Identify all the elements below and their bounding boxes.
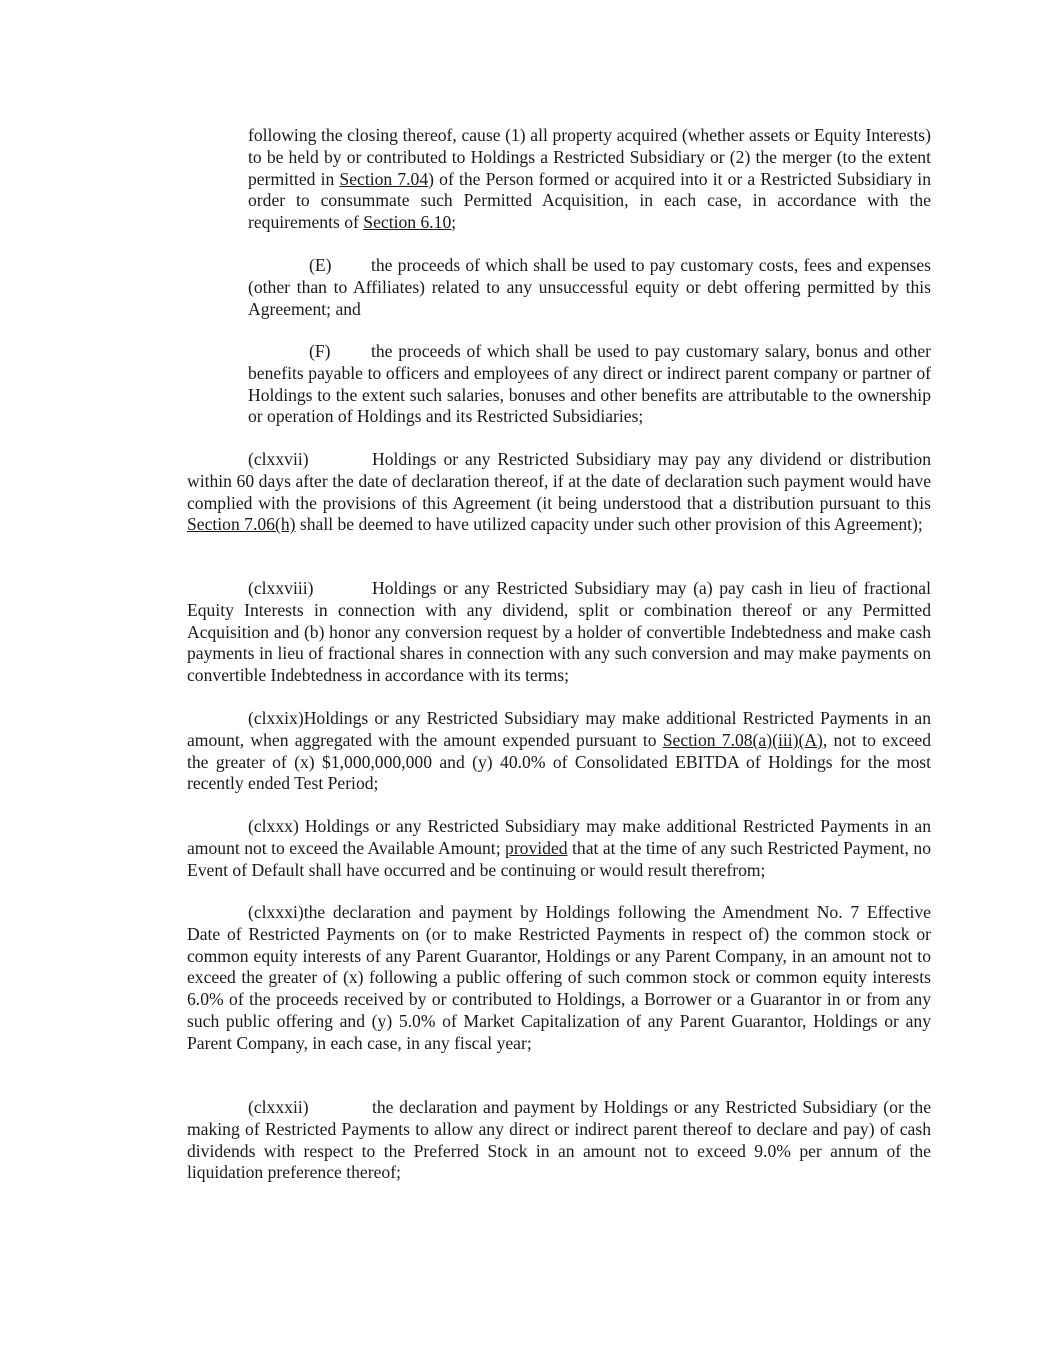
clause-label: (clxxxi) [248, 902, 304, 922]
text-segment: following the closing thereof, cause (1) all property acquired (whether assets or Equity Interests) to be held by or contributed to Holdings a Restricted Subsidiary or (2) the merger (to the extent permitted in [248, 125, 931, 189]
text-segment: ; [451, 212, 457, 232]
clause-label: (F) [309, 341, 331, 361]
text-segment: shall be deemed to have utilized capacity under such other provision of this Agreement); [295, 514, 923, 535]
text-segment: , not to exceed the greater of (x) $1,000,000,000 and (y) 40.0% of Consolidated EBITDA of Holdings for the most recently ended Test Period; [187, 729, 931, 794]
text-segment: Holdings or any Restricted Subsidiary may pay any dividend or distribution within 60 days after the date of declaration thereof, if at the date of declaration such payment would have complied with the provisions of this Agreement (it being understood that a distribution pursuant to this [187, 449, 931, 513]
section-reference-7-08: Section 7.08(a)(iii)(A) [662, 729, 823, 750]
clause-label: (E) [309, 255, 332, 275]
clause-label: (clxxix) [248, 708, 304, 728]
clause-clxxviii [187, 578, 931, 687]
text-segment: the declaration and payment by Holdings or any Restricted Subsidiary (or the making of Restricted Payments to allow any direct or indirect parent thereof to declare and pay) of cash dividends with respect to the Preferred Stock in an amount not to exceed 9.0% per annum of the liquidation preference thereof; [187, 1097, 931, 1183]
text-segment: Holdings or any Restricted Subsidiary may (a) pay cash in lieu of fractional Equity Interests in connection with any dividend, split or combination thereof or any Permitted Acquisition and (b) honor any conversion request by a holder of convertible Indebtedness and make cash payments in lieu of fractional shares in connection with any such conversion and may make payments on convertible Indebtedness in accordance with its terms; [187, 578, 931, 685]
paragraph-continuation [248, 125, 931, 234]
section-reference-7-06h: Section 7.06(h) [187, 514, 296, 535]
text-segment: the declaration and payment by Holdings following the Amendment No. 7 Effective Date of Restricted Payments on (or to make Restricted Payments in respect of) the common stock or common equity interests of any Parent Guarantor, Holdings or any Parent Company, in an amount not to exceed the greater of (x) following a public offering of such common stock or common equity interests 6.0% of the proceeds received by or contributed to Holdings, a Borrower or a Guarantor in or from any such public offering and (y) 5.0% of Market Capitalization of any Parent Guarantor, Holdings or any Parent Company, in each case, in any fiscal year; [187, 902, 931, 1053]
clause-clxxxii [187, 1097, 931, 1184]
text-segment: Holdings or any Restricted Subsidiary may make additional Restricted Payments in an amount, when aggregated with the amount expended pursuant to [187, 708, 931, 750]
clause-clxxx [187, 816, 931, 881]
text-segment: Holdings or any Restricted Subsidiary may make additional Restricted Payments in an amount not to exceed the Available Amount; [187, 816, 931, 858]
clause-label: (clxxxii) [248, 1097, 309, 1117]
clause-clxxvii [187, 449, 931, 536]
text-segment: that at the time of any such Restricted Payment, no Event of Default shall have occurred and be continuing or would result therefrom; [187, 837, 931, 880]
section-reference-6-10: Section 6.10 [363, 212, 452, 232]
clause-label: (clxxvii) [248, 449, 309, 469]
subclause-e [248, 255, 931, 320]
provided-term: provided [505, 837, 568, 858]
subclause-f [248, 341, 931, 428]
clause-label: (clxxx) [248, 816, 299, 836]
section-reference-7-04: Section 7.04 [339, 168, 429, 189]
text-segment: the proceeds of which shall be used to pay customary costs, fees and expenses (other than to Affiliates) related to any unsuccessful equity or debt offering permitted by this Agreement; and [248, 255, 931, 319]
clause-clxxix [187, 708, 931, 795]
clause-clxxxi [187, 902, 931, 1054]
clause-label: (clxxviii) [248, 578, 314, 598]
text-segment: ) of the Person formed or acquired into it or a Restricted Subsidiary in order to consummate such Permitted Acquisition, in each case, in accordance with the requirements of [248, 168, 931, 232]
text-segment: the proceeds of which shall be used to pay customary salary, bonus and other benefits payable to officers and employees of any direct or indirect parent company or partner of Holdings to the extent such salaries, bonuses and other benefits are attributable to the ownership or operation of Holdings and its Restricted Subsidiaries; [248, 341, 931, 427]
